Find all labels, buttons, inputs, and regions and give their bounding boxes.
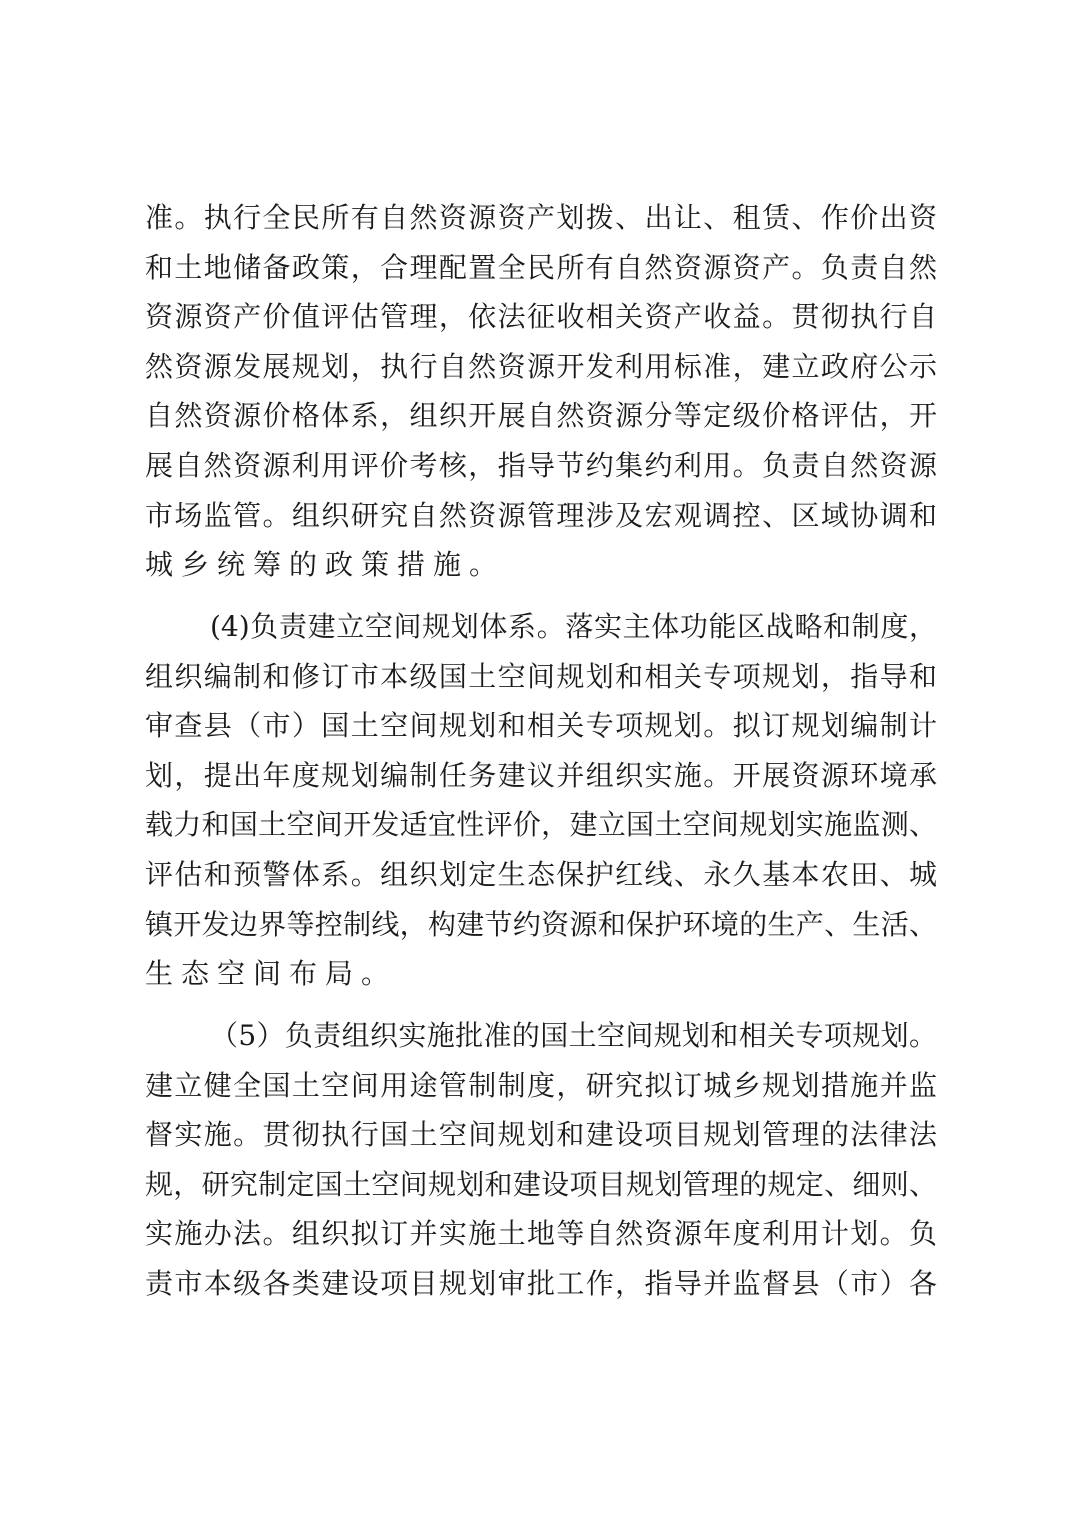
paragraph-2-line: 划，提出年度规划编制任务建议并组织实施。开展资源环境承: [145, 758, 937, 792]
paragraph-3-line: 实施办法。组织拟订并实施土地等自然资源年度利用计划。负: [145, 1217, 937, 1251]
paragraph-2-line: 组织编制和修订市本级国土空间规划和相关专项规划，指导和: [145, 659, 937, 693]
paragraph-2-line: 评估和预警体系。组织划定生态保护红线、永久基本农田、城: [145, 858, 937, 891]
paragraph-3-line: 责市本级各类建设项目规划审批工作，指导并监督县（市）各: [145, 1267, 937, 1300]
paragraph-3-line: 建立健全国土空间用途管制制度，研究拟订城乡规划措施并监: [145, 1068, 937, 1102]
paragraph-1-line: 展自然资源利用评价考核，指导节约集约利用。负责自然资源: [145, 449, 937, 482]
paragraph-1-line: 自然资源价格体系，组织开展自然资源分等定级价格评估，开: [145, 399, 937, 433]
paragraph-1-line: 然资源发展规划，执行自然资源开发利用标准，建立政府公示: [145, 349, 937, 383]
paragraph-2-line: 生态空间布局。: [145, 957, 398, 991]
paragraph-1-line: 城乡统筹的政策措施。: [145, 548, 506, 582]
paragraph-1-line: 市场监管。组织研究自然资源管理涉及宏观调控、区域协调和: [145, 498, 937, 532]
paragraph-3-line: （5）负责组织实施批准的国土空间规划和相关专项规划。: [210, 1019, 937, 1052]
paragraph-3-line: 规，研究制定国土空间规划和建设项目规划管理的规定、细则、: [145, 1167, 937, 1201]
paragraph-1-line: 资源资产价值评估管理，依法征收相关资产收益。贯彻执行自: [145, 300, 937, 334]
paragraph-1-line: 和土地储备政策，合理配置全民所有自然资源资产。负责自然: [145, 250, 937, 284]
paragraph-2-line: 审查县（市）国土空间规划和相关专项规划。拟订规划编制计: [145, 709, 937, 743]
paragraph-2-line: 镇开发边界等控制线，构建节约资源和保护环境的生产、生活、: [145, 907, 937, 941]
paragraph-1-line: 准。执行全民所有自然资源资产划拨、出让、租赁、作价出资: [145, 201, 937, 234]
paragraph-3-line: 督实施。贯彻执行国土空间规划和建设项目规划管理的法律法: [145, 1118, 937, 1152]
paragraph-2-line: 载力和国土空间开发适宜性评价，建立国土空间规划实施监测、: [145, 808, 937, 842]
paragraph-2-line: (4)负责建立空间规划体系。落实主体功能区战略和制度，: [210, 610, 937, 643]
